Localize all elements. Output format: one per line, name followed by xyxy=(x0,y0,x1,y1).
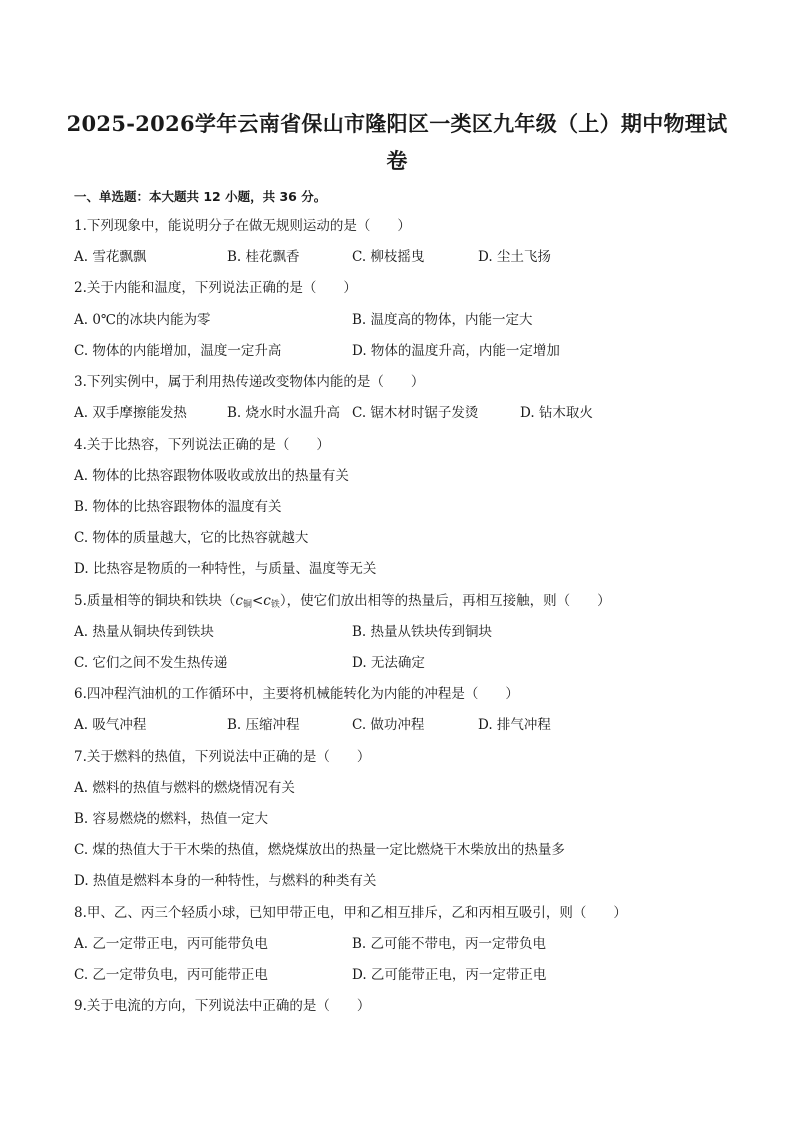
question-2-option-c: C. 物体的内能增加，温度一定升高 xyxy=(74,343,282,359)
question-4-option-a: A. 物体的比热容跟物体吸收或放出的热量有关 xyxy=(74,468,349,484)
question-7-option-a: A. 燃料的热值与燃料的燃烧情况有关 xyxy=(74,780,295,796)
question-7-option-d: D. 热值是燃料本身的一种特性，与燃料的种类有关 xyxy=(74,873,377,889)
question-1-option-b: B. 桂花飘香 xyxy=(227,249,300,265)
less-than-sign: < xyxy=(251,593,264,609)
question-7-option-b: B. 容易燃烧的燃料，热值一定大 xyxy=(74,811,269,827)
question-8-stem: 8.甲、乙、丙三个轻质小球，已知甲带正电，甲和乙相互排斥，乙和丙相互吸引，则（ ） xyxy=(74,905,627,921)
question-3-option-a: A. 双手摩擦能发热 xyxy=(74,405,187,421)
question-5-option-a: A. 热量从铜块传到铁块 xyxy=(74,624,214,640)
question-5-stem-post: ），使它们放出相等的热量后，再相互接触，则（ ） xyxy=(279,593,611,609)
exam-title-line1: 2025-2026学年云南省保山市隆阳区一类区九年级（上）期中物理试 xyxy=(66,111,728,136)
question-5-option-d: D. 无法确定 xyxy=(352,655,425,671)
question-8-option-c: C. 乙一定带负电，丙可能带正电 xyxy=(74,967,268,983)
question-3-stem: 3.下列实例中，属于利用热传递改变物体内能的是（ ） xyxy=(74,374,425,390)
question-3-option-c: C. 锯木材时锯子发烫 xyxy=(352,405,479,421)
question-2-option-a: A. 0℃的冰块内能为零 xyxy=(74,312,211,328)
question-9-stem: 9.关于电流的方向，下列说法中正确的是（ ） xyxy=(74,998,371,1014)
question-3-option-b: B. 烧水时水温升高 xyxy=(227,405,341,421)
question-6-option-c: C. 做功冲程 xyxy=(352,717,425,733)
question-7-stem: 7.关于燃料的热值，下列说法中正确的是（ ） xyxy=(74,749,371,765)
question-8-option-d: D. 乙可能带正电，丙一定带正电 xyxy=(352,967,547,983)
question-3-option-d: D. 钻木取火 xyxy=(520,405,593,421)
question-5-option-b: B. 热量从铁块传到铜块 xyxy=(352,624,493,640)
question-8-option-a: A. 乙一定带正电，丙可能带负电 xyxy=(74,936,268,952)
question-1-stem: 1.下列现象中，能说明分子在做无规则运动的是（ ） xyxy=(74,218,411,234)
question-1-option-d: D. 尘土飞扬 xyxy=(478,249,551,265)
question-6-option-d: D. 排气冲程 xyxy=(478,717,551,733)
question-1-option-a: A. 雪花飘飘 xyxy=(74,249,147,265)
question-6-option-a: A. 吸气冲程 xyxy=(74,717,147,733)
question-5-stem xyxy=(74,592,611,614)
question-4-option-d: D. 比热容是物质的一种特性，与质量、温度等无关 xyxy=(74,561,377,577)
subscript-iron: 铁 xyxy=(270,600,280,610)
question-2-option-b: B. 温度高的物体，内能一定大 xyxy=(352,312,533,328)
section-heading: 一、单选题：本大题共 12 小题，共 36 分。 xyxy=(74,189,327,204)
question-4-option-b: B. 物体的比热容跟物体的温度有关 xyxy=(74,499,282,515)
question-2-option-d: D. 物体的温度升高，内能一定增加 xyxy=(352,343,560,359)
question-5-option-c: C. 它们之间不发生热传递 xyxy=(74,655,228,671)
question-6-stem: 6.四冲程汽油机的工作循环中，主要将机械能转化为内能的冲程是（ ） xyxy=(74,686,519,702)
specific-heat-symbol: c xyxy=(235,593,243,609)
question-6-option-b: B. 压缩冲程 xyxy=(227,717,300,733)
question-7-option-c: C. 煤的热值大于干木柴的热值，燃烧煤放出的热量一定比燃烧干木柴放出的热量多 xyxy=(74,842,565,858)
subscript-copper: 铜 xyxy=(242,600,252,610)
question-8-option-b: B. 乙可能不带电，丙一定带负电 xyxy=(352,936,547,952)
question-5-stem-pre: 5.质量相等的铜块和铁块（ xyxy=(74,593,236,609)
question-4-stem: 4.关于比热容，下列说法正确的是（ ） xyxy=(74,437,330,453)
exam-title-line2: 卷 xyxy=(386,148,408,173)
question-4-option-c: C. 物体的质量越大，它的比热容就越大 xyxy=(74,530,309,546)
question-2-stem: 2.关于内能和温度，下列说法正确的是（ ） xyxy=(74,280,357,296)
specific-heat-symbol: c xyxy=(263,593,271,609)
question-1-option-c: C. 柳枝摇曳 xyxy=(352,249,425,265)
